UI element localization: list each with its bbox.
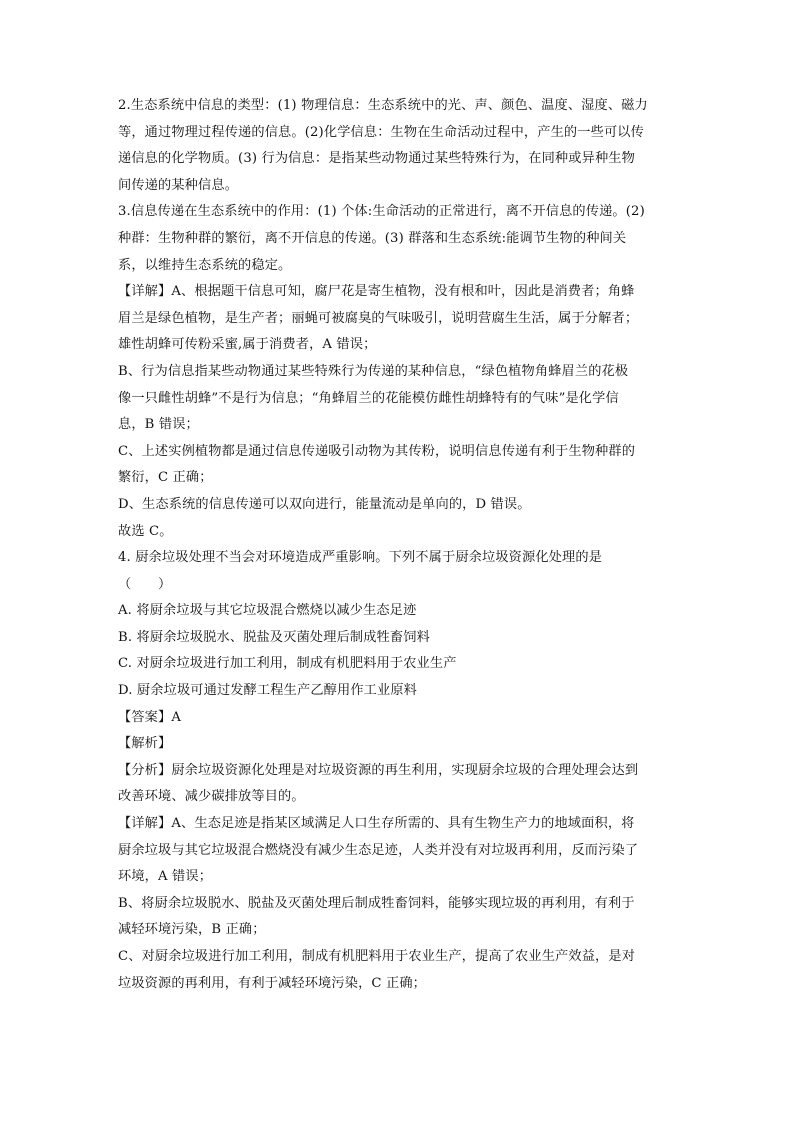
text-line: 系，以维持生态系统的稳定。	[118, 257, 292, 273]
text-line: 递信息的化学物质。(3) 行为信息：是指某些动物通过某些特殊行为，在同种或异种生物	[118, 151, 635, 167]
text-line: B、行为信息指某些动物通过某些特殊行为传递的某种信息，“绿色植物角蜂眉兰的花极	[118, 363, 629, 379]
option-c: C. 对厨余垃圾进行加工利用，制成有机肥料用于农业生产	[118, 656, 457, 672]
text-line: 间传递的某种信息。	[118, 177, 239, 193]
text-line: 眉兰是绿色植物，是生产者；丽蝇可被腐臭的气味吸引，说明营腐生生活，属于分解者；	[118, 310, 639, 326]
question-bracket: （ ）	[118, 576, 172, 592]
text-line: 息，B 错误；	[118, 417, 199, 433]
text-line: 像一只雌性胡蜂”不是行为信息；“角蜂眉兰的花能模仿雌性胡蜂特有的气味”是化学信	[118, 390, 619, 406]
text-line: 厨余垃圾与其它垃圾混合燃烧没有减少生态足迹，人类并没有对垃圾再利用，反而污染了	[118, 842, 639, 858]
text-line: 3.信息传递在生态系统中的作用：(1) 个体:生命活动的正常进行，离不开信息的传递。(2)	[118, 204, 645, 220]
text-line: 故选 C。	[118, 523, 173, 539]
text-line: 【详解】A、根据题干信息可知，腐尸花是寄生植物，没有根和叶，因此是消费者；角蜂	[118, 284, 635, 300]
text-line: 种群：生物种群的繁衍，离不开信息的传递。(3) 群落和生态系统:能调节生物的种间关	[118, 230, 627, 246]
text-line: 减轻环境污染，B 正确；	[118, 922, 266, 938]
option-a: A. 将厨余垃圾与其它垃圾混合燃烧以减少生态足迹	[118, 603, 417, 619]
text-line: 垃圾资源的再利用，有利于减轻环境污染，C 正确；	[118, 975, 427, 991]
text-line: C、上述实例植物都是通过信息传递吸引动物为其传粉，说明信息传递有利于生物种群的	[118, 443, 636, 459]
text-line: 【分析】厨余垃圾资源化处理是对垃圾资源的再生利用，实现厨余垃圾的合理处理会达到	[118, 762, 639, 778]
text-line: 雄性胡蜂可传粉采蜜,属于消费者，A 错误；	[118, 337, 377, 353]
document-body	[118, 93, 678, 997]
text-line: B、将厨余垃圾脱水、脱盐及灭菌处理后制成牲畜饲料，能够实现垃圾的再利用，有利于	[118, 895, 635, 911]
text-line: 改善环境、减少碳排放等目的。	[118, 789, 305, 805]
answer-label: 【答案】A	[118, 709, 182, 725]
text-line: 环境，A 错误；	[118, 869, 213, 885]
text-line: C、对厨余垃圾进行加工利用，制成有机肥料用于农业生产，提高了农业生产效益，是对	[118, 949, 636, 964]
analysis-label: 【解析】	[118, 736, 172, 752]
text-line: 2.生态系统中信息的类型：(1) 物理信息：生态系统中的光、声、颜色、温度、湿度、磁力	[118, 98, 648, 113]
text-line: 繁衍，C 正确；	[118, 470, 213, 486]
text-line: 等，通过物理过程传递的信息。(2)化学信息：生物在生命活动过程中，产生的一些可以传	[118, 124, 644, 140]
option-d: D. 厨余垃圾可通过发酵工程生产乙醇用作工业原料	[118, 683, 418, 699]
text-line: 【详解】A、生态足迹是指某区域满足人口生存所需的、具有生物生产力的地域面积，将	[118, 816, 635, 832]
question-stem: 4. 厨余垃圾处理不当会对环境造成严重影响。下列不属于厨余垃圾资源化处理的是	[118, 550, 603, 566]
option-b: B. 将厨余垃圾脱水、脱盐及灭菌处理后制成牲畜饲料	[118, 629, 430, 645]
text-line: D、生态系统的信息传递可以双向进行，能量流动是单向的，D 错误。	[118, 496, 531, 512]
